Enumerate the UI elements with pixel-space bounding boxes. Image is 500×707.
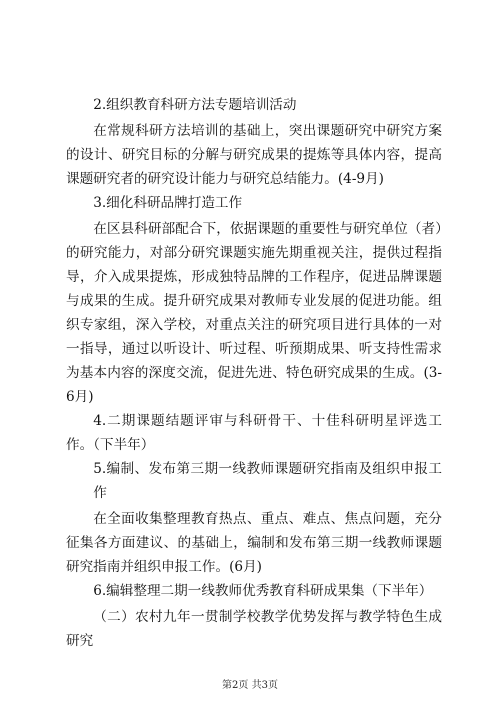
subsection-heading-2: （二）农村九年一贯制学校教学优势发挥与教学特色生成研究 [66, 609, 442, 649]
paragraph-4: 4.二期课题结题评审与科研骨干、十佳科研明星评选工作。（下半年） [66, 413, 442, 453]
section-heading-3: 3.细化科研品牌打造工作 [93, 195, 243, 211]
paragraph-3-body: 在区县科研部配合下，依据课题的重要性与研究单位（者）的研究能力，对部分研究课题实施先期重视关注，提供过程指导，介入成果提炼，形成独特品牌的工作程序，促进品牌课题与成果的生成。提升研究成果对教师专业发展的促进功能。组织专家组，深入学校，对重点关注的研究项目进行具体的一对一指导，通过以听设计、听过程、听预期成果、听支持性需求为基本内容的深度交流，促进先进、特色研究成果的生成。(3-6月) [66, 221, 442, 405]
section-heading-5: 5.编制、发布第三期一线教师课题研究指南及组织申报工作 [93, 461, 442, 501]
section-heading-2: 2.组织教育科研方法专题培训活动 [93, 97, 297, 113]
paragraph-2-body: 在常规科研方法培训的基础上，突出课题研究中研究方案的设计、研究目标的分解与研究成果的提炼等具体内容，提高课题研究者的研究设计能力与研究总结能力。(4-9月) [66, 123, 442, 187]
page-footer: 第2页 共3页 [222, 680, 278, 691]
paragraph-5-body: 在全面收集整理教育热点、重点、难点、焦点问题，充分征集各方面建议、的基础上，编制和发布第三期一线教师课题研究指南并组织申报工作。(6月) [66, 511, 442, 575]
document-body [66, 93, 442, 653]
section-heading-6: 6.编辑整理二期一线教师优秀教育科研成果集（下半年） [93, 583, 433, 599]
